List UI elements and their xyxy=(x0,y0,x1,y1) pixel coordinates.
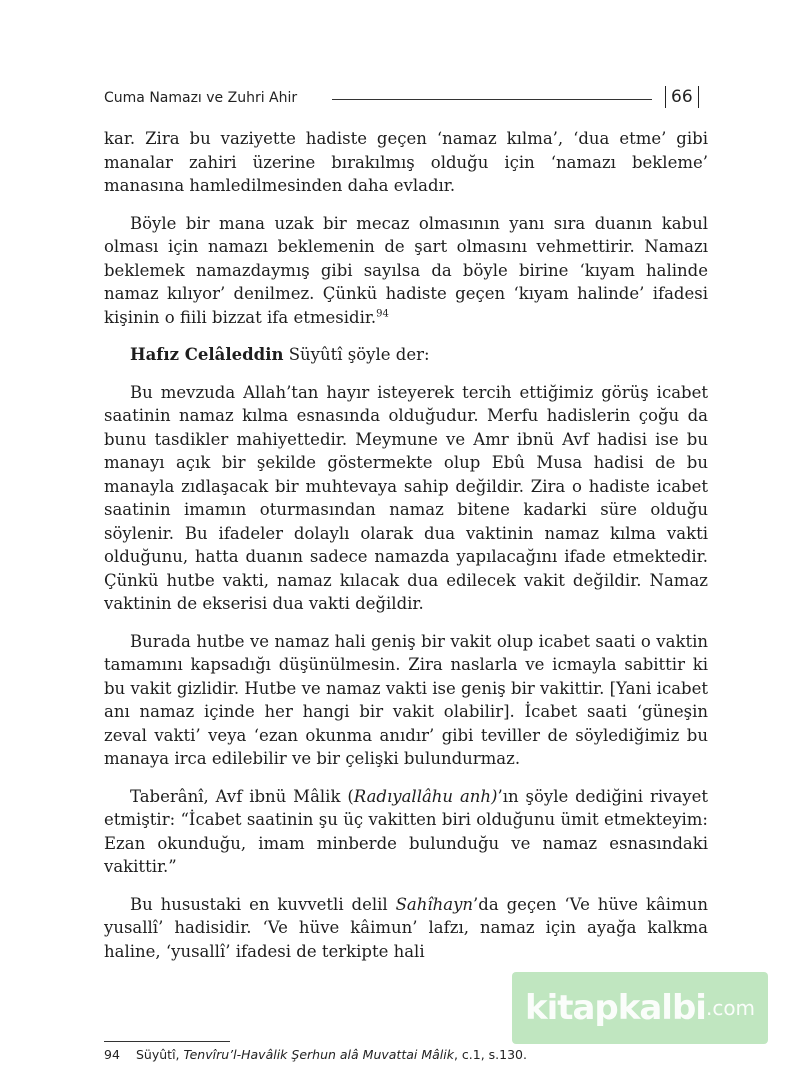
paragraph-1: kar. Zira bu vaziyette hadiste geçen ‘namaz kılma’, ‘dua etme’ gibi manalar zahiri üzerine bırakılmış olduğu için ‘namazı bekleme’ manasına hamledilmesinden daha evladır. xyxy=(104,129,708,195)
paragraph-3: Hafız Celâleddin Süyûtî şöyle der: xyxy=(130,345,430,364)
running-header xyxy=(104,86,708,110)
footnote-rule xyxy=(104,1041,230,1042)
footnote-work: Tenvîru’l-Havâlik Şerhun alâ Muvattai Mâlik xyxy=(183,1047,454,1062)
footnote-author: Süyûtî, xyxy=(136,1047,180,1062)
page-number: 66 xyxy=(665,86,699,108)
italic-phrase: Radıyallâhu anh) xyxy=(353,786,498,806)
paragraph-7: Bu husustaki en kuvvetli delil Sahîhayn’da geçen ‘Ve hüve kâimun yusallî’ hadisidir. ‘Ve hüve kâimun’ lafzı, namaz için ayağa kalkma haline, ‘yusallî’ ifadesi de terkipte hali xyxy=(104,894,708,961)
italic-phrase: Sahîhayn xyxy=(395,894,474,914)
header-rule xyxy=(332,99,652,100)
paragraph-2: Böyle bir mana uzak bir mecaz olmasının yanı sıra duanın kabul olması için namazı beklemenin de şart olmasını vehmettirir. Namazı beklemek namazdaymış gibi sayılsa da böyle birine ‘kıyam halinde namaz kılıyor’ denilmez. Çünkü hadiste geçen ‘kıyam halinde’ ifadesi kişinin o fiili bizzat ifa etmesidir.$^{94}$ xyxy=(104,213,708,327)
body-text xyxy=(104,127,708,977)
footnote-ref[interactable]: 94 xyxy=(376,308,389,319)
paragraph-4: Bu mevzuda Allah’tan hayır isteyerek tercih ettiğimiz görüş icabet saatinin namaz kılma esnasında olduğudur. Merfu hadislerin çoğu da bunu tasdikler mahiyettedir. Meymune ve Amr ibnü Avf hadisi ise bu manayı açık bir şekilde göstermekte olup Ebû Musa hadisi de bu manayla zıdlaşacak bir muhtevaya sahip değildir. Zira o hadiste icabet saatinin imamın oturmasından namaz bitene kadarki süre olduğu söylenir. Bu ifadeler dolaylı olarak dua vaktinin namaz kılma vakti olduğunu, hatta duanın sadece namazda yapılacağını ifade etmektedir. Çünkü hutbe vakti, namaz kılacak dua edilecek vakit değildir. Namaz vaktinin de ekserisi dua vakti değildir. xyxy=(104,382,708,613)
running-header-title: Cuma Namazı ve Zuhri Ahir xyxy=(104,90,298,106)
footnote-detail: , c.1, s.130. xyxy=(453,1047,527,1062)
watermark-brand: kitapkalbi xyxy=(524,988,706,1028)
watermark-suffix: .com xyxy=(705,996,756,1020)
watermark-logo xyxy=(512,972,768,1044)
paragraph-6: Taberânî, Avf ibnü Mâlik (Radıyallâhu anh)’ın şöyle dediğini rivayet etmiştir: “İcabet saatinin şu üç vakitten biri olduğunu ümit etmekteyim: Ezan okunduğu, imam minberde bulunduğu ve namaz esnasındaki vakittir.” xyxy=(104,786,708,876)
bold-name: Hafız Celâleddin xyxy=(130,345,284,364)
footnote xyxy=(104,1047,708,1062)
footnote-number: 94 xyxy=(104,1047,120,1062)
paragraph-5: Burada hutbe ve namaz hali geniş bir vakit olup icabet saati o vaktin tamamını kapsadığı düşünülmesin. Zira naslarla ve icmayla sabittir ki bu vakit gizlidir. Hutbe ve namaz vakti ise geniş bir vakittir. [Yani icabet anı namaz içinde her hangi bir vakit olabilir]. İcabet saati ‘güneşin zeval vakti’ veya ‘ezan okunma anıdır’ gibi teviller de söylediğimiz bu manaya irca edilebilir ve bir çelişki bulundurmaz. xyxy=(104,631,708,768)
